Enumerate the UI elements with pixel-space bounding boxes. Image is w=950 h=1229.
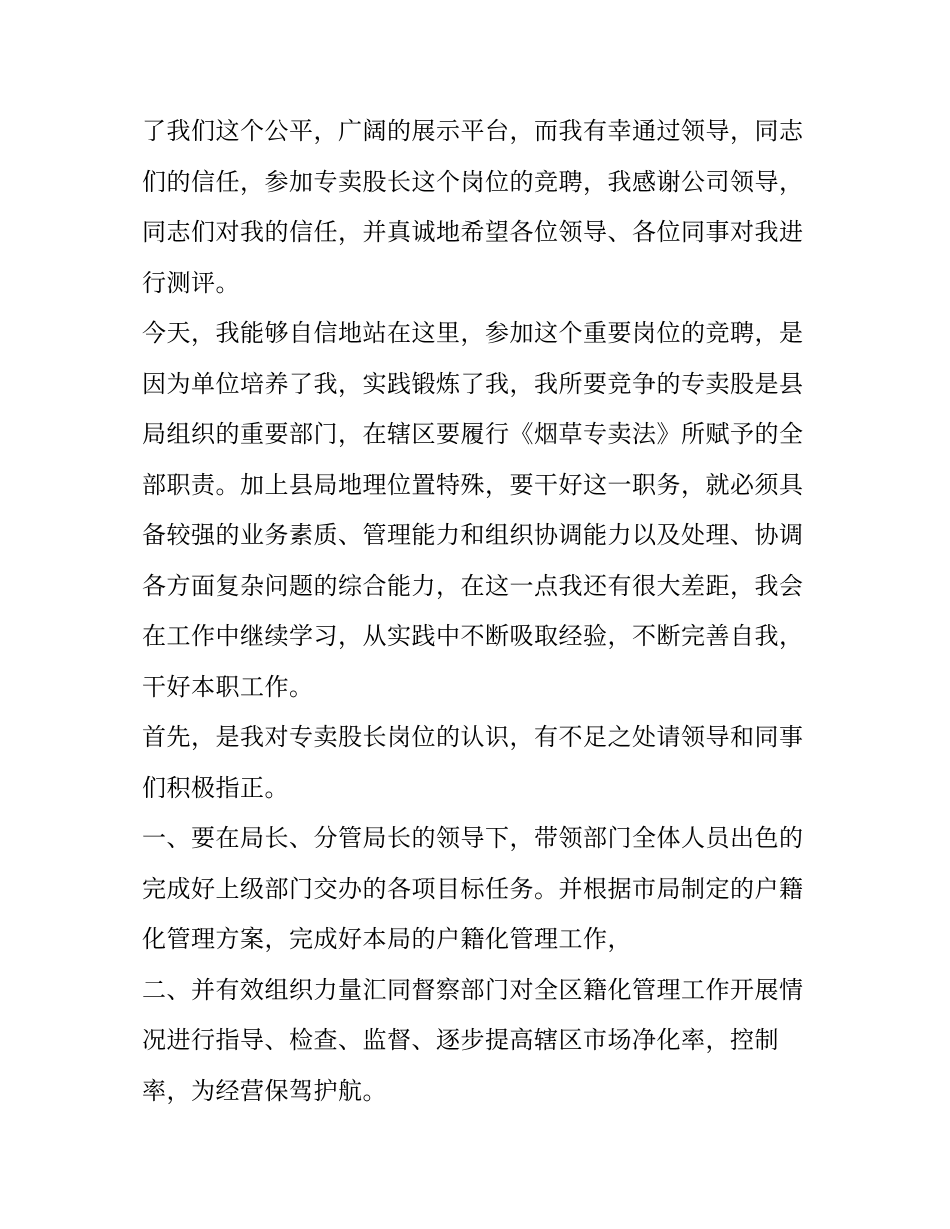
text-line-13: 首先，是我对专卖股长岗位的认识，有不足之处请领导和同事	[142, 723, 804, 751]
text-line-4: 行测评。	[142, 268, 240, 297]
text-line-14: 们积极指正。	[142, 773, 289, 802]
text-line-9: 备较强的业务素质、管理能力和组织协调能力以及处理、协调	[142, 521, 804, 549]
text-line-20: 率，为经营保驾护航。	[142, 1076, 387, 1105]
text-line-5: 今天，我能够自信地站在这里，参加这个重要岗位的竞聘，是	[142, 319, 804, 347]
text-line-16: 完成好上级部门交办的各项目标任务。并根据市局制定的户籍	[142, 874, 804, 903]
text-line-6: 因为单位培养了我，实践锻炼了我，我所要竞争的专卖股是县	[142, 369, 804, 398]
text-line-19: 况进行指导、检查、监督、逐步提高辖区市场净化率，控制	[142, 1026, 779, 1054]
text-line-10: 各方面复杂问题的综合能力，在这一点我还有很大差距，我会	[142, 571, 804, 600]
text-line-15: 一、要在局长、分管局长的领导下，带领部门全体人员出色的	[142, 824, 804, 852]
text-line-3: 同志们对我的信任，并真诚地希望各位领导、各位同事对我进	[142, 218, 804, 246]
text-line-17: 化管理方案，完成好本局的户籍化管理工作，	[142, 925, 632, 953]
text-line-11: 在工作中继续学习，从实践中不断吸取经验，不断完善自我，	[142, 622, 804, 650]
text-line-1: 了我们这个公平，广阔的展示平台，而我有幸通过领导，同志	[142, 117, 804, 145]
text-line-7: 局组织的重要部门，在辖区要履行《烟草专卖法》所赋予的全	[142, 420, 804, 448]
text-line-8: 部职责。加上县局地理位置特殊，要干好这一职务，就必须具	[142, 470, 804, 499]
body-text	[142, 106, 822, 1116]
text-line-12: 干好本职工作。	[142, 672, 314, 701]
text-line-18: 二、并有效组织力量汇同督察部门对全区籍化管理工作开展情	[142, 975, 804, 1004]
text-line-2: 们的信任，参加专卖股长这个岗位的竞聘，我感谢公司领导，	[142, 167, 804, 196]
